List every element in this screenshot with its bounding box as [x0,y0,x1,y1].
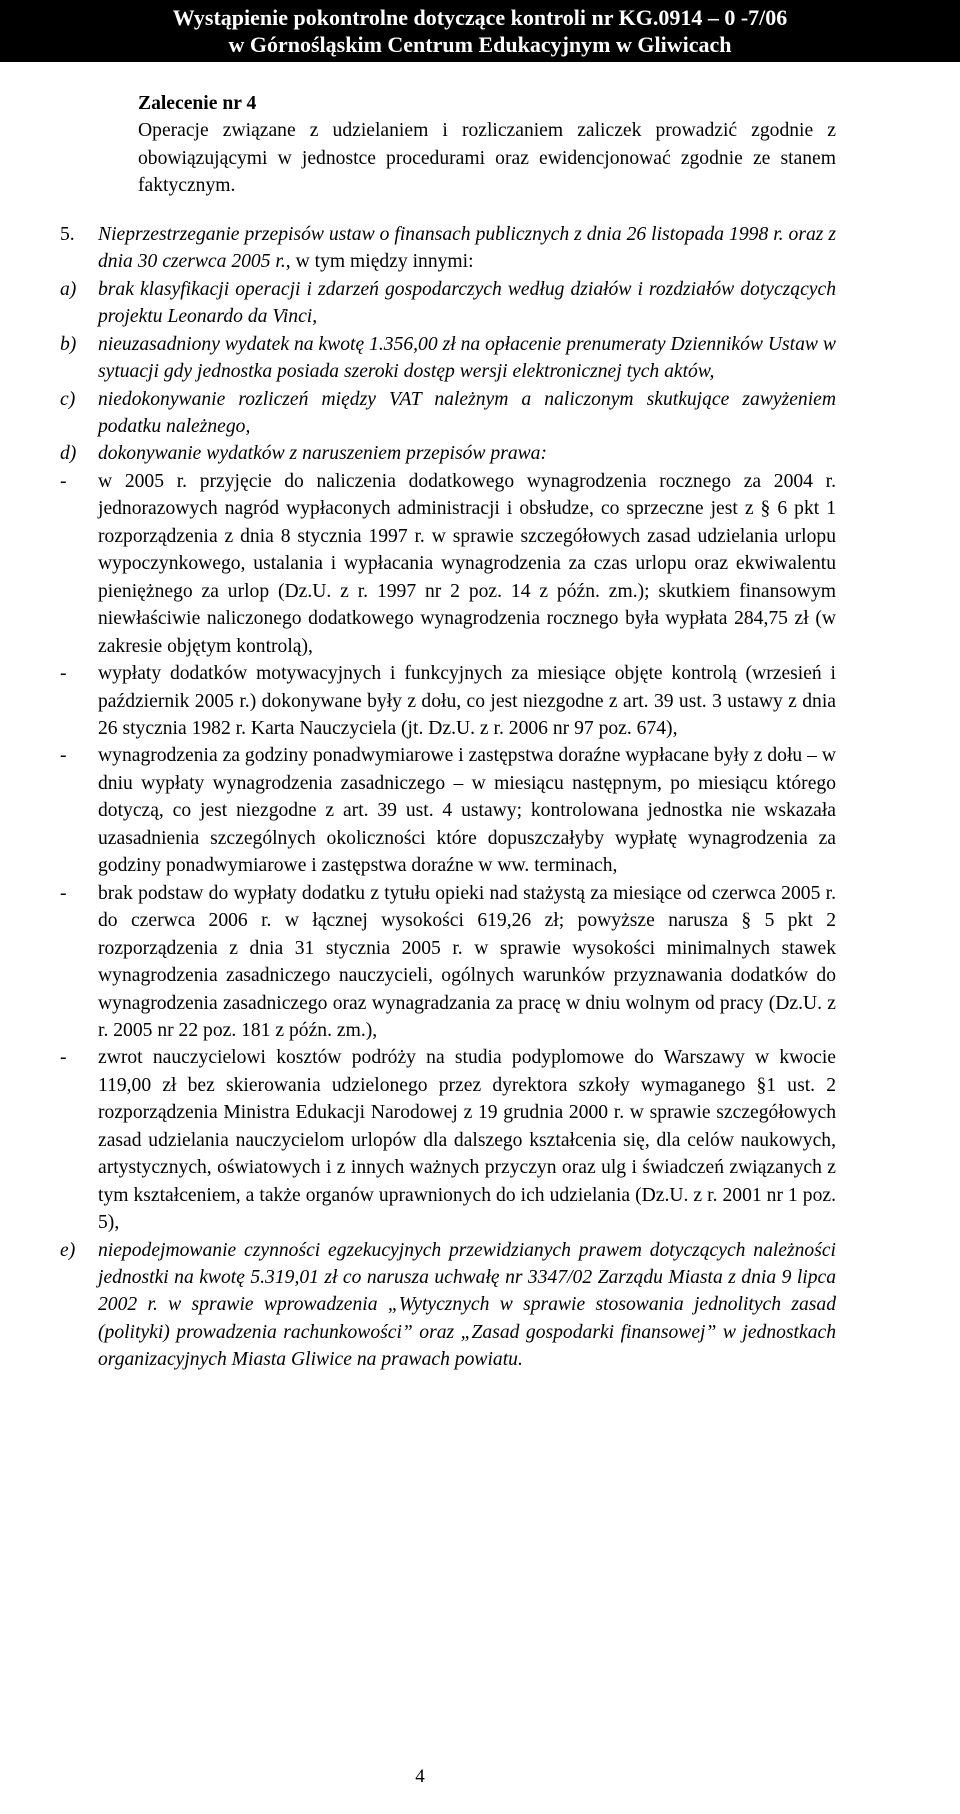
dash-bullet: - [60,470,67,492]
page-header [0,0,960,62]
section-title-tail: , w tym między innymi: [285,251,474,273]
section-number: 5. [60,223,75,245]
section-5 [60,221,836,276]
section-title-italic: Nieprzestrzeganie przepisów ustaw o finansach publicznych z dnia 26 listopada 1998 r. oraz z dnia 30 czerwca 2005 r. [98,223,836,273]
sub-item-4 [60,880,836,1045]
section-title [98,221,836,276]
sub-item-text: wynagrodzenia za godziny ponadwymiarowe i zastępstwa doraźne wypłacane były z dołu – w dniu wypłaty wynagrodzenia zasadniczego – w miesiącu następnym, po miesiącu którego dotyczą, co jest niezgodne z art. 39 ust. 4 ustawy; kontrolowana jednostka nie wskazała uzasadnienia szczególnych okoliczności które dopuszczałyby wypłatę wynagrodzenia za godziny ponadwymiarowe i zastępstwa doraźne w ww. terminach, [98,745,836,877]
header-line-2: w Górnośląskim Centrum Edukacyjnym w Gliwicach [228,32,732,57]
list-item-b [60,331,836,386]
list-item-a [60,276,836,331]
sub-item-5 [60,1044,836,1236]
item-label: e) [60,1239,76,1261]
dash-bullet: - [60,1047,67,1069]
item-label: c) [60,388,76,410]
sub-item-text: wypłaty dodatków motywacyjnych i funkcyjnych za miesiące objęte kontrolą (wrzesień i październik 2005 r.) dokonywane były z dołu, co jest niezgodne z art. 39 ust. 3 ustawy z dnia 26 stycznia 1982 r. Karta Nauczyciela (jt. Dz.U. z r. 2006 nr 97 poz. 674), [98,663,836,739]
list-item-e [60,1237,836,1374]
sub-item-text: w 2005 r. przyjęcie do naliczenia dodatkowego wynagrodzenia rocznego za 2004 r. jednorazowych nagród wypłaconych administracji i obsłudze, co sprzeczne jest z § 6 pkt 1 rozporządzenia z dnia 8 stycznia 1997 r. w sprawie szczegółowych zasad udzielania urlopu wypoczynkowego, ustalania i wypłacania wynagrodzenia za czas urlopu oraz ekwiwalentu pieniężnego za urlop (Dz.U. z r. 1997 nr 2 poz. 14 z późn. zm.); skutkiem finansowym niewłaściwie naliczonego dodatkowego wynagrodzenia rocznego była wypłata 284,75 zł (w zakresie objętym kontrolą), [98,470,836,657]
document-body [60,90,836,1374]
item-label: a) [60,278,77,300]
recommendation-text: Operacje związane z udzielaniem i rozliczaniem zaliczek prowadzić zgodnie z obowiązującymi w jednostce procedurami oraz ewidencjonować zgodnie ze stanem faktycznym. [138,120,836,197]
item-text: dokonywanie wydatków z naruszeniem przepisów prawa: [98,443,548,465]
sub-item-2 [60,660,836,742]
recommendation-title: Zalecenie nr 4 [138,93,257,114]
list-item-c [60,386,836,441]
item-text: nieuzasadniony wydatek na kwotę 1.356,00 zł na opłacenie prenumeraty Dzienników Ustaw w sytuacji gdy jednostka posiada szeroki dostęp wersji elektronicznej tych aktów, [98,333,836,383]
dash-bullet: - [60,745,67,767]
dash-bullet: - [60,882,67,904]
sub-item-3 [60,742,836,879]
item-label: d) [60,443,77,465]
page-number: 4 [415,1766,425,1787]
dash-bullet: - [60,663,67,685]
sub-item-1 [60,468,836,660]
list-item-d [60,440,836,467]
item-text: brak klasyfikacji operacji i zdarzeń gospodarczych według działów i rozdziałów dotyczących projektu Leonardo da Vinci, [98,278,836,328]
sub-item-text: brak podstaw do wypłaty dodatku z tytułu opieki nad stażystą za miesiące od czerwca 2005 r. do czerwca 2006 r. w łącznej wysokości 619,26 zł; powyższe narusza § 5 pkt 2 rozporządzenia z dnia 31 stycznia 2005 r. w sprawie wysokości minimalnych stawek wynagrodzenia zasadniczego nauczycieli, ogólnych warunków przyznawania dodatków do wynagrodzenia zasadniczego oraz wynagradzania za pracę w dniu wolnym od pracy (Dz.U. z r. 2005 nr 22 poz. 181 z późn. zm.), [98,882,836,1041]
item-text: niedokonywanie rozliczeń między VAT należnym a naliczonym skutkujące zawyżeniem podatku należnego, [98,388,836,437]
sub-item-text: zwrot nauczycielowi kosztów podróży na studia podyplomowe do Warszawy w kwocie 119,00 zł bez skierowania udzielonego przez dyrektora szkoły wymaganego §1 ust. 2 rozporządzenia Ministra Edukacji Narodowej z 19 grudnia 2000 r. w sprawie szczegółowych zasad udzielania nauczycielom urlopów dla dalszego kształcenia się, dla celów naukowych, artystycznych, oświatowych i z innych ważnych przyczyn oraz ulg i świadczeń związanych z tym kształceniem, a także organów uprawnionych do ich udzielania (Dz.U. z r. 2001 nr 1 poz. 5), [98,1047,836,1234]
item-label: b) [60,333,77,355]
item-text: niepodejmowanie czynności egzekucyjnych przewidzianych prawem dotyczących należności jednostki na kwotę 5.319,01 zł co narusza uchwałę nr 3347/02 Zarządu Miasta z dnia 9 lipca 2002 r. w sprawie wprowadzenia „Wytycznych w sprawie stosowania jednolitych zasad (polityki) prowadzenia rachunkowości” oraz „Zasad gospodarki finansowej” w jednostkach organizacyjnych Miasta Gliwice na prawach powiatu. [98,1239,836,1371]
header-line-1: Wystąpienie pokontrolne dotyczące kontroli nr KG.0914 – 0 -7/06 [172,5,788,30]
